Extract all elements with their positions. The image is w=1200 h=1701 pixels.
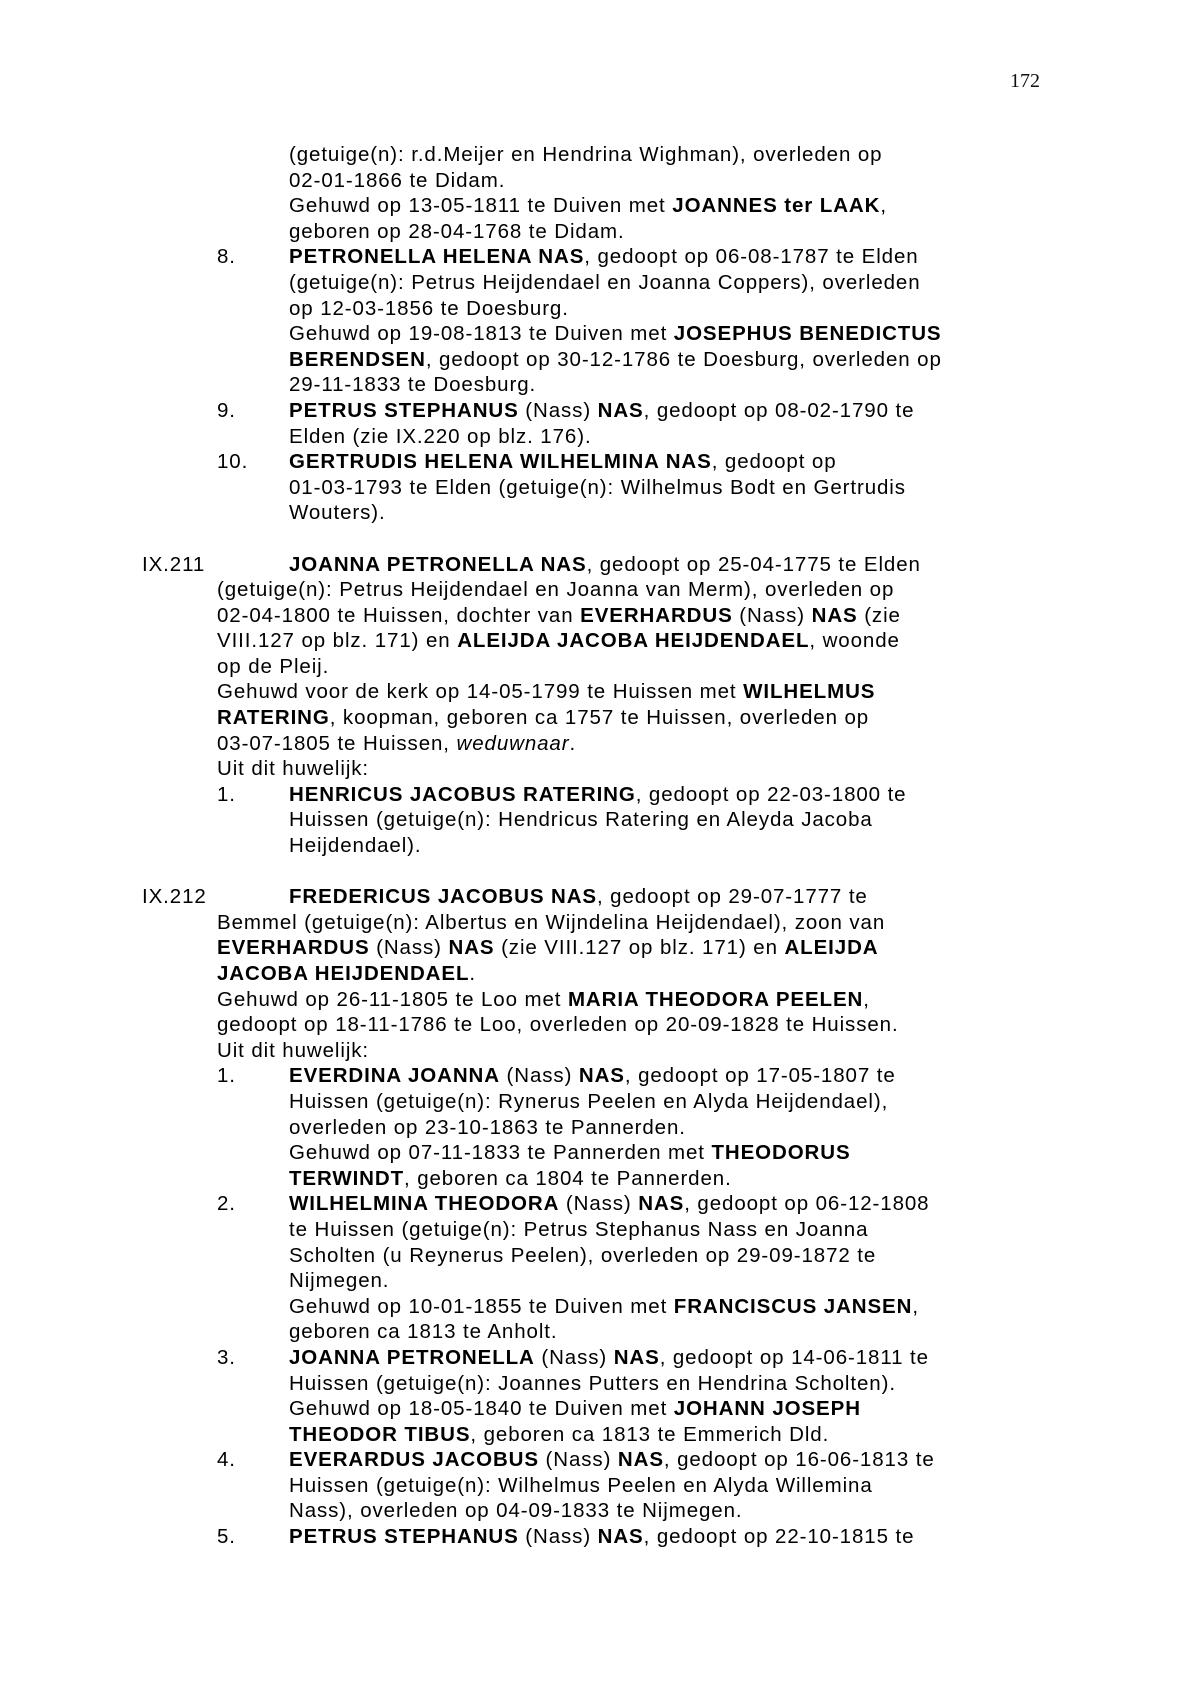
text-line — [0, 244, 1200, 270]
text-line — [0, 1115, 1200, 1141]
line-text: 03-07-1805 te Huissen, weduwnaar. — [217, 731, 577, 755]
line-text: 01-03-1793 te Elden (getuige(n): Wilhelmus Bodt en Gertrudis — [289, 475, 906, 499]
line-text: 02-04-1800 te Huissen, dochter van EVERHARDUS (Nass) NAS (zie — [217, 603, 901, 627]
line-text: geboren ca 1813 te Anholt. — [289, 1320, 558, 1344]
line-text: Scholten (u Reynerus Peelen), overleden op 29-09-1872 te — [289, 1243, 877, 1267]
text-line — [0, 782, 1200, 808]
text-line — [0, 807, 1200, 833]
text-line — [0, 577, 1200, 603]
text-line — [0, 168, 1200, 194]
paragraph-gap — [0, 859, 1200, 885]
line-text: EVERHARDUS (Nass) NAS (zie VIII.127 op blz. 171) en ALEIJDA — [217, 936, 879, 960]
line-text: op 12-03-1856 te Doesburg. — [289, 296, 569, 320]
text-line — [0, 1396, 1200, 1422]
text-line — [0, 679, 1200, 705]
text-line — [0, 372, 1200, 398]
line-text: EVERDINA JOANNA (Nass) NAS, gedoopt op 17-05-1807 te — [289, 1064, 896, 1088]
line-text: Gehuwd op 19-08-1813 te Duiven met JOSEPHUS BENEDICTUS — [289, 322, 942, 346]
text-line — [0, 1524, 1200, 1550]
text-line — [0, 1217, 1200, 1243]
line-text: Gehuwd op 07-11-1833 te Pannerden met THEODORUS — [289, 1141, 851, 1165]
text-line — [0, 1345, 1200, 1371]
text-line — [0, 1447, 1200, 1473]
line-text: Elden (zie IX.220 op blz. 176). — [289, 424, 592, 448]
text-line — [0, 347, 1200, 373]
line-text: 29-11-1833 te Doesburg. — [289, 373, 537, 397]
text-line — [0, 1371, 1200, 1397]
line-text: (getuige(n): Petrus Heijdendael en Joanna Coppers), overleden — [289, 270, 921, 294]
text-line — [0, 1089, 1200, 1115]
entry-number: IX.211 — [142, 552, 206, 576]
line-text: Bemmel (getuige(n): Albertus en Wijndelina Heijdendael), zoon van — [217, 910, 886, 934]
line-text: Nass), overleden op 04-09-1833 te Nijmegen. — [289, 1499, 743, 1523]
line-text: Gehuwd op 26-11-1805 te Loo met MARIA THEODORA PEELEN, — [217, 987, 870, 1011]
text-line — [0, 552, 1200, 578]
text-line — [0, 935, 1200, 961]
line-text: Wouters). — [289, 501, 386, 525]
text-line — [0, 1243, 1200, 1269]
line-text: GERTRUDIS HELENA WILHELMINA NAS, gedoopt op — [289, 450, 837, 474]
line-text: geboren op 28-04-1768 te Didam. — [289, 219, 625, 243]
text-line — [0, 1012, 1200, 1038]
line-text: Gehuwd op 10-01-1855 te Duiven met FRANCISCUS JANSEN, — [289, 1294, 919, 1318]
text-line — [0, 1294, 1200, 1320]
line-text: Gehuwd op 18-05-1840 te Duiven met JOHANN JOSEPH — [289, 1397, 861, 1421]
paragraph-gap — [0, 526, 1200, 552]
line-text: HENRICUS JACOBUS RATERING, gedoopt op 22-03-1800 te — [289, 782, 907, 806]
line-text: Huissen (getuige(n): Hendricus Ratering en Aleyda Jacoba — [289, 808, 873, 832]
child-number: 9. — [217, 398, 236, 422]
line-text: Huissen (getuige(n): Joannes Putters en Hendrina Scholten). — [289, 1371, 896, 1395]
text-line — [0, 398, 1200, 424]
text-line — [0, 833, 1200, 859]
text-line — [0, 296, 1200, 322]
text-line — [0, 1422, 1200, 1448]
line-text: Uit dit huwelijk: — [217, 1038, 370, 1062]
text-line — [0, 1268, 1200, 1294]
text-line — [0, 270, 1200, 296]
text-line — [0, 424, 1200, 450]
line-text: PETRONELLA HELENA NAS, gedoopt op 06-08-1787 te Elden — [289, 245, 919, 269]
text-line — [0, 1166, 1200, 1192]
text-line — [0, 987, 1200, 1013]
child-number: 1. — [217, 1064, 236, 1088]
line-text: TERWINDT, geboren ca 1804 te Pannerden. — [289, 1166, 732, 1190]
child-number: 4. — [217, 1448, 236, 1472]
child-number: 10. — [217, 450, 249, 474]
text-line — [0, 1498, 1200, 1524]
line-text: Gehuwd voor de kerk op 14-05-1799 te Huissen met WILHELMUS — [217, 680, 876, 704]
line-text: (getuige(n): Petrus Heijdendael en Joanna van Merm), overleden op — [217, 578, 895, 602]
text-line — [0, 884, 1200, 910]
child-number: 3. — [217, 1345, 236, 1369]
child-number: 5. — [217, 1525, 236, 1549]
text-line — [0, 1191, 1200, 1217]
text-line — [0, 628, 1200, 654]
text-line — [0, 321, 1200, 347]
line-text: overleden op 23-10-1863 te Pannerden. — [289, 1115, 686, 1139]
text-line — [0, 1140, 1200, 1166]
document-body — [0, 142, 1200, 1550]
text-line — [0, 910, 1200, 936]
line-text: (getuige(n): r.d.Meijer en Hendrina Wighman), overleden op — [289, 143, 883, 166]
line-text: RATERING, koopman, geboren ca 1757 te Huissen, overleden op — [217, 706, 870, 730]
line-text: JOANNA PETRONELLA (Nass) NAS, gedoopt op 14-06-1811 te — [289, 1345, 929, 1369]
text-line — [0, 1473, 1200, 1499]
line-text: Uit dit huwelijk: — [217, 757, 370, 781]
child-number: 8. — [217, 245, 236, 269]
line-text: PETRUS STEPHANUS (Nass) NAS, gedoopt op 08-02-1790 te — [289, 398, 915, 422]
line-text: FREDERICUS JACOBUS NAS, gedoopt op 29-07-1777 te — [289, 885, 868, 909]
text-line — [0, 705, 1200, 731]
line-text: gedoopt op 18-11-1786 te Loo, overleden op 20-09-1828 te Huissen. — [217, 1013, 899, 1037]
line-text: op de Pleij. — [217, 654, 330, 678]
line-text: EVERARDUS JACOBUS (Nass) NAS, gedoopt op 16-06-1813 te — [289, 1448, 935, 1472]
line-text: PETRUS STEPHANUS (Nass) NAS, gedoopt op 22-10-1815 te — [289, 1525, 915, 1549]
line-text: Heijdendael). — [289, 834, 422, 858]
line-text: JOANNA PETRONELLA NAS, gedoopt op 25-04-1775 te Elden — [289, 552, 921, 576]
text-line — [0, 603, 1200, 629]
text-line — [0, 1063, 1200, 1089]
text-line — [0, 654, 1200, 680]
text-line — [0, 449, 1200, 475]
entry-number: IX.212 — [142, 885, 207, 909]
text-line — [0, 1319, 1200, 1345]
line-text: JACOBA HEIJDENDAEL. — [217, 962, 476, 985]
line-text: Huissen (getuige(n): Rynerus Peelen en Alyda Heijdendael), — [289, 1089, 889, 1113]
text-line — [0, 142, 1200, 168]
text-line — [0, 961, 1200, 987]
line-text: Huissen (getuige(n): Wilhelmus Peelen en Alyda Willemina — [289, 1473, 873, 1497]
child-number: 2. — [217, 1192, 236, 1216]
child-number: 1. — [217, 782, 236, 806]
line-text: THEODOR TIBUS, geboren ca 1813 te Emmerich Dld. — [289, 1422, 830, 1446]
text-line — [0, 500, 1200, 526]
text-line — [0, 756, 1200, 782]
page-number: 172 — [1010, 70, 1040, 92]
text-line — [0, 1038, 1200, 1064]
text-line — [0, 731, 1200, 757]
line-text: WILHELMINA THEODORA (Nass) NAS, gedoopt op 06-12-1808 — [289, 1192, 930, 1216]
line-text: te Huissen (getuige(n): Petrus Stephanus Nass en Joanna — [289, 1217, 869, 1241]
line-text: Nijmegen. — [289, 1269, 390, 1293]
text-line — [0, 475, 1200, 501]
line-text: Gehuwd op 13-05-1811 te Duiven met JOANNES ter LAAK, — [289, 194, 887, 218]
text-line — [0, 193, 1200, 219]
line-text: 02-01-1866 te Didam. — [289, 168, 506, 192]
line-text: BERENDSEN, gedoopt op 30-12-1786 te Doesburg, overleden op — [289, 347, 942, 371]
text-line — [0, 219, 1200, 245]
line-text: VIII.127 op blz. 171) en ALEIJDA JACOBA HEIJDENDAEL, woonde — [217, 629, 900, 653]
